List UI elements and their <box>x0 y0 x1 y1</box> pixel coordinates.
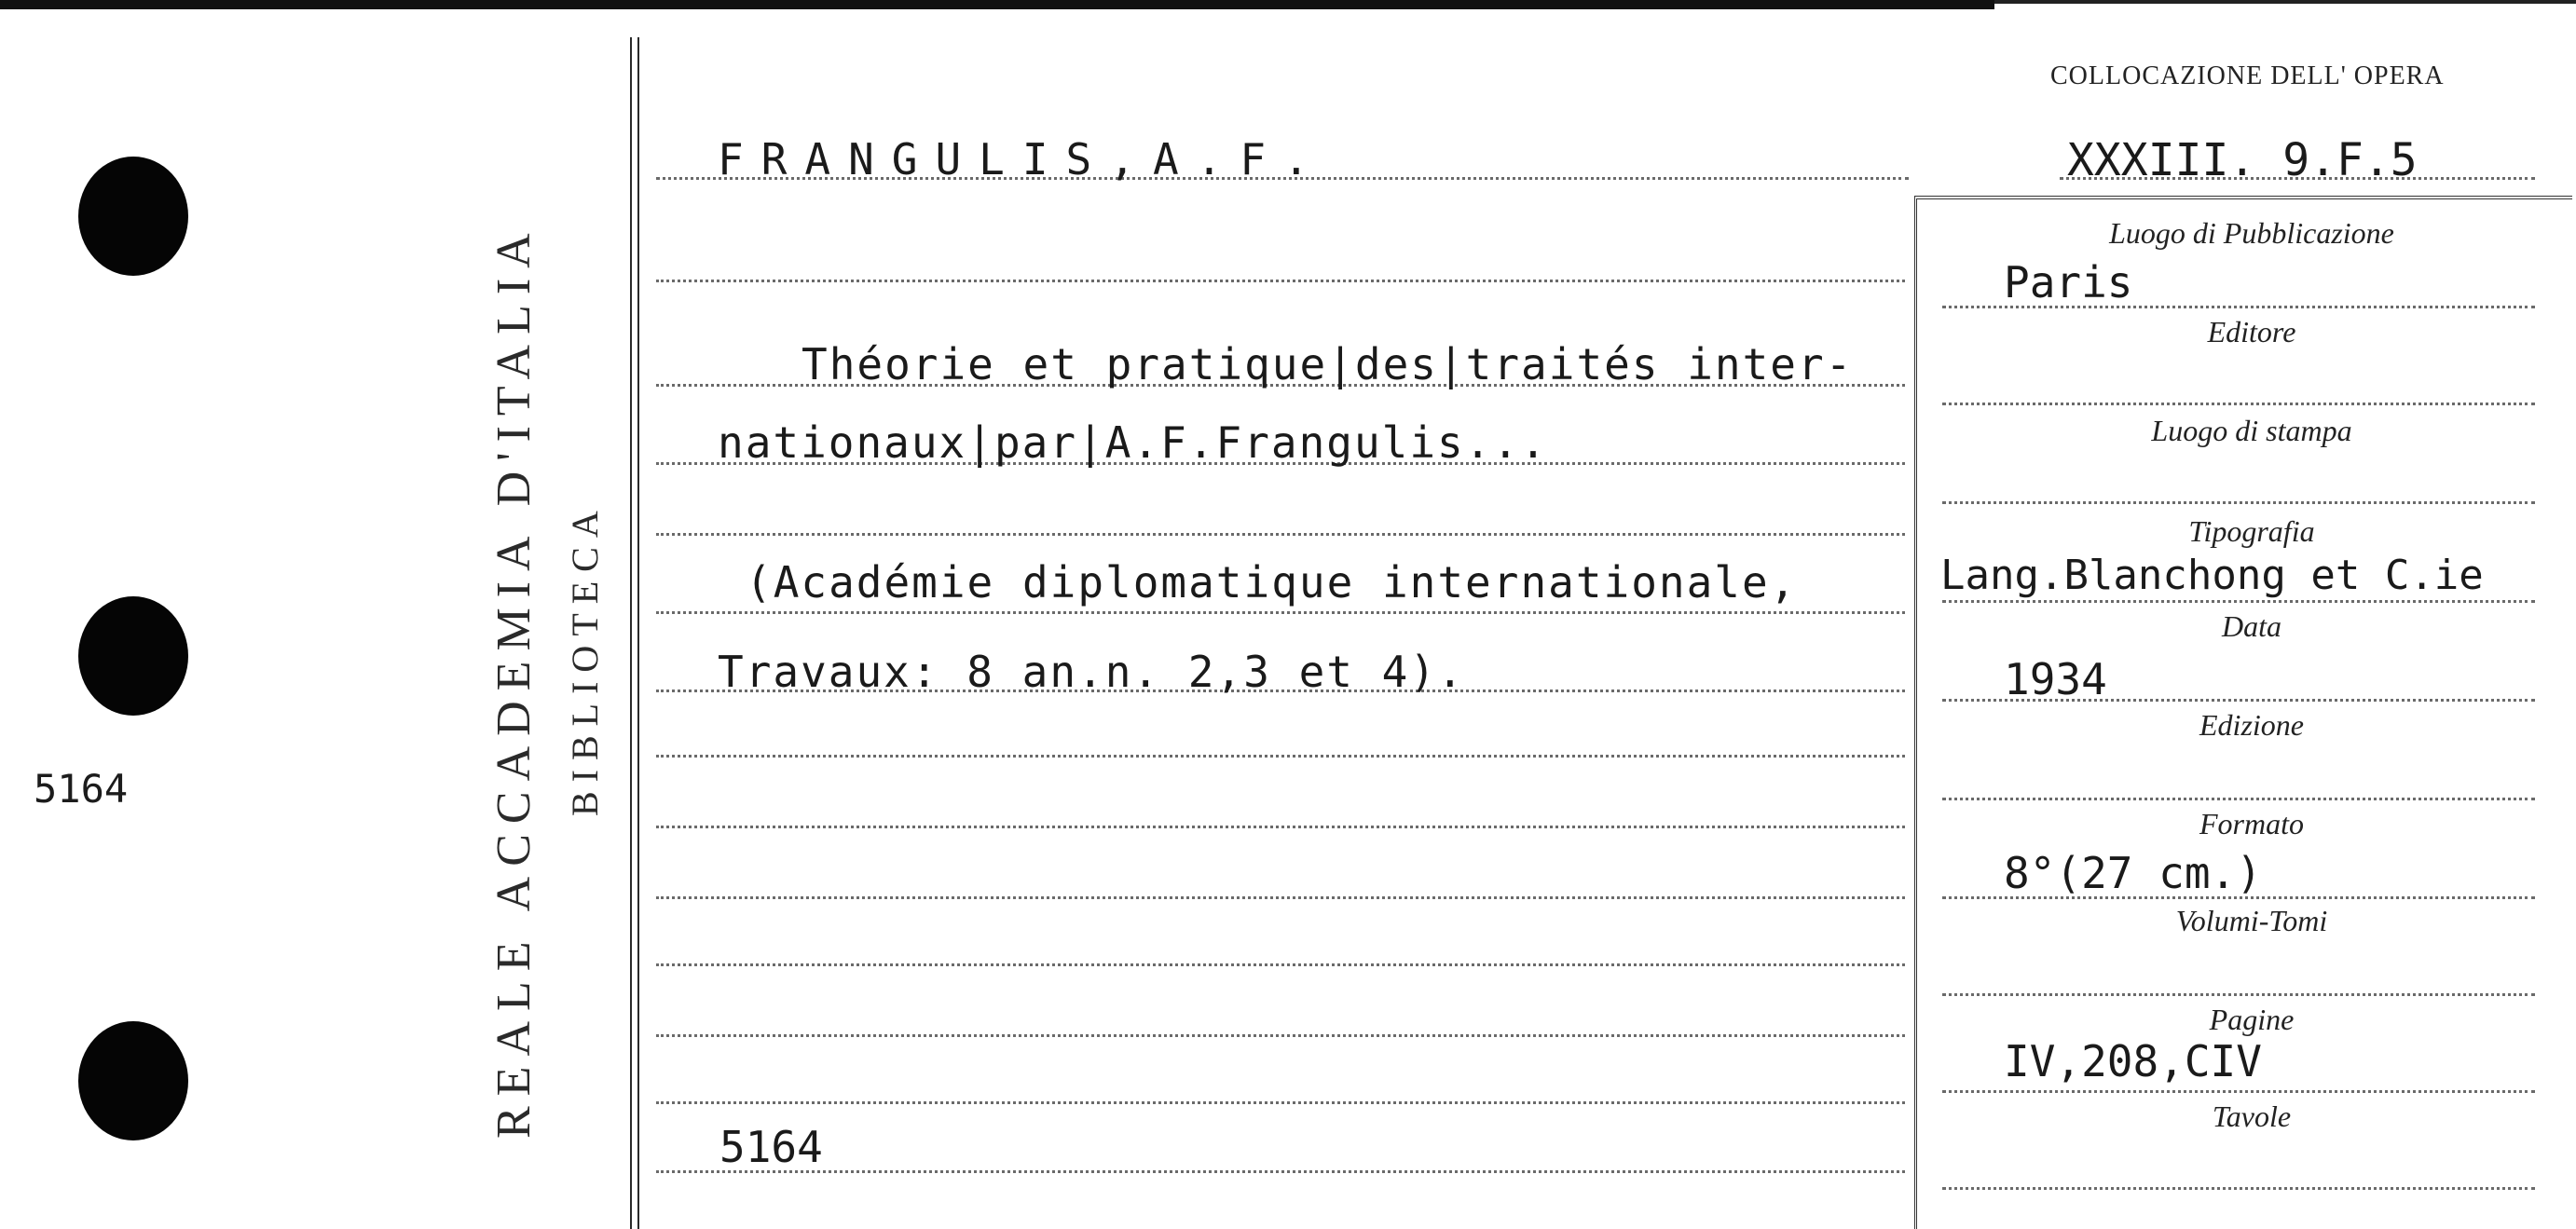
library-name: BIBLIOTECA <box>564 501 606 816</box>
margin-rule-right <box>637 37 639 1229</box>
ruled-line <box>656 1034 1905 1037</box>
field-line <box>1942 1187 2535 1190</box>
field-label-publisher: Editore <box>2207 315 2296 348</box>
field-label-edition: Edizione <box>2199 708 2304 742</box>
field-value-printer: Lang.Blanchong et C.ie <box>1940 552 2484 599</box>
margin-rule-left <box>630 37 632 1229</box>
ruled-line <box>656 1170 1905 1173</box>
field-line <box>1942 600 2535 603</box>
field-label-place-of-printing: Luogo di stampa <box>2151 414 2352 447</box>
card-top-edge-right <box>1994 0 2576 4</box>
punch-hole-middle <box>78 596 188 716</box>
ruled-line <box>656 280 1905 282</box>
side-accession-number: 5164 <box>34 766 129 812</box>
field-line <box>1942 403 2535 405</box>
series-line-1: (Académie diplomatique internationale, <box>746 557 1798 608</box>
field-line <box>1942 501 2535 504</box>
ruled-line <box>656 1101 1905 1104</box>
series-line-2: Travaux: 8 an.n. 2,3 et 4). <box>718 647 1465 697</box>
ruled-line <box>656 963 1905 966</box>
field-label-volumes: Volumi-Tomi <box>2175 904 2328 937</box>
field-label-place-of-publication: Luogo di Pubblicazione <box>2109 216 2394 250</box>
field-value-pages: IV,208,CIV <box>2004 1036 2262 1086</box>
field-line <box>1942 1090 2535 1093</box>
title-line-1: Théorie et pratique|des|traités inter- <box>802 339 1854 389</box>
field-label-date: Data <box>2222 609 2281 643</box>
field-value-format: 8°(27 cm.) <box>2004 848 2262 898</box>
field-label-plates: Tavole <box>2212 1099 2292 1133</box>
ruled-line <box>656 826 1905 828</box>
field-value-place-of-publication: Paris <box>2004 257 2133 307</box>
institution-name: REALE ACCADEMIA D'ITALIA <box>487 223 541 1139</box>
collocation-value: XXXIII. 9.F.5 <box>2067 134 2418 186</box>
field-label-printer: Tipografia <box>2188 514 2315 548</box>
ruled-line <box>656 533 1905 536</box>
field-line <box>1942 993 2535 996</box>
field-label-pages: Pagine <box>2209 1003 2295 1036</box>
punch-hole-top <box>78 157 188 276</box>
ruled-line <box>656 896 1905 899</box>
ruled-line <box>656 611 1905 614</box>
punch-hole-bottom <box>78 1021 188 1140</box>
ruled-line <box>656 755 1905 758</box>
card-top-edge <box>0 0 1994 9</box>
entry-accession-number: 5164 <box>719 1122 823 1172</box>
title-line-2: nationaux|par|A.F.Frangulis... <box>718 417 1548 468</box>
field-label-format: Formato <box>2199 807 2304 840</box>
field-value-date: 1934 <box>2004 654 2107 704</box>
field-line <box>1942 798 2535 800</box>
collocation-label: COLLOCAZIONE DELL' OPERA <box>2050 61 2445 90</box>
author-heading: FRANGULIS,A.F. <box>718 134 1327 184</box>
